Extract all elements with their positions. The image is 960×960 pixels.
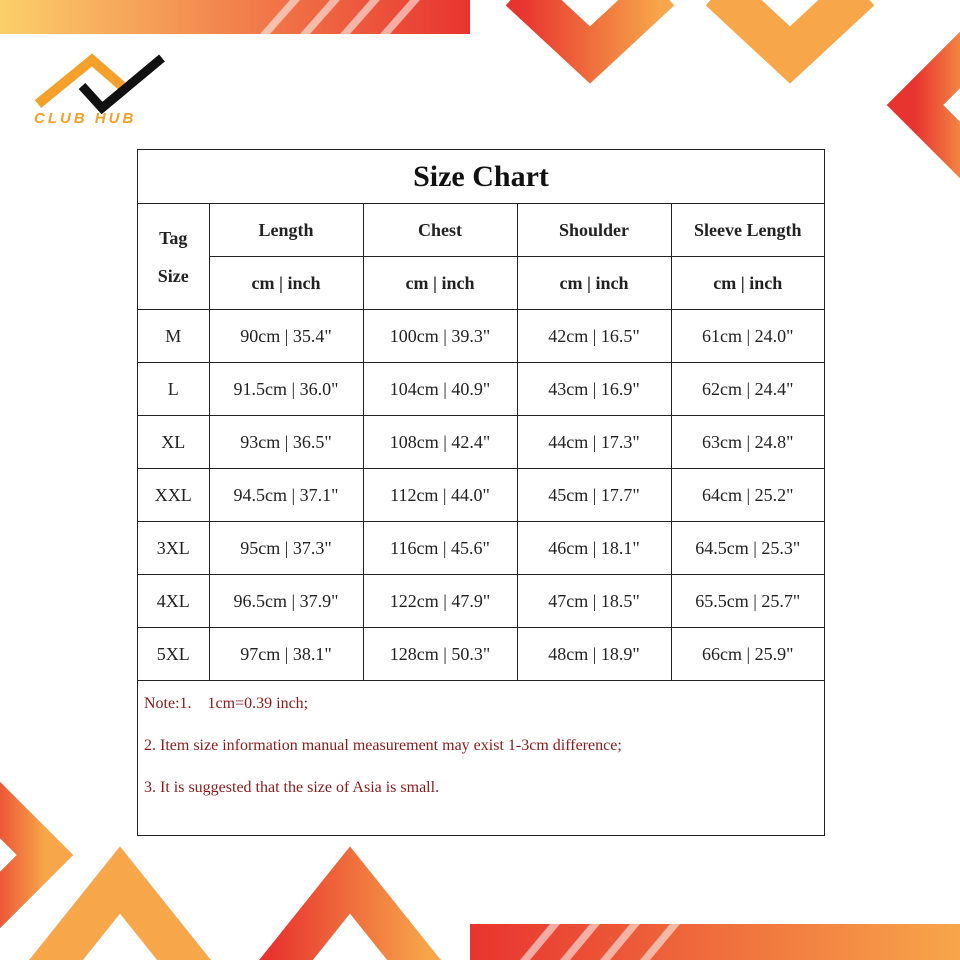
shoulder-cell: 47cm | 18.5": [517, 575, 671, 628]
length-cell: 90cm | 35.4": [209, 310, 363, 363]
length-cell: 97cm | 38.1": [209, 628, 363, 681]
tag-size-header: [138, 204, 209, 310]
sleeve-cell: 61cm | 24.0": [671, 310, 824, 363]
column-header-chest: Chest: [363, 204, 517, 257]
chest-cell: 112cm | 44.0": [363, 469, 517, 522]
table-row: [138, 575, 824, 628]
length-cell: 94.5cm | 37.1": [209, 469, 363, 522]
length-cell: 95cm | 37.3": [209, 522, 363, 575]
sleeve-cell: 64cm | 25.2": [671, 469, 824, 522]
unit-header: cm | inch: [671, 257, 824, 310]
chest-cell: 122cm | 47.9": [363, 575, 517, 628]
sleeve-cell: 65.5cm | 25.7": [671, 575, 824, 628]
chest-cell: 100cm | 39.3": [363, 310, 517, 363]
chart-title: Size Chart: [138, 150, 824, 204]
header-row: [138, 204, 824, 257]
sleeve-cell: 62cm | 24.4": [671, 363, 824, 416]
shoulder-cell: 43cm | 16.9": [517, 363, 671, 416]
note-3: 3. It is suggested that the size of Asia is small.: [144, 779, 440, 796]
size-cell: XXL: [138, 469, 209, 522]
size-chart: [137, 149, 825, 836]
size-cell: 4XL: [138, 575, 209, 628]
size-cell: L: [138, 363, 209, 416]
size-table: [138, 204, 824, 681]
shoulder-cell: 44cm | 17.3": [517, 416, 671, 469]
column-header-sleeve-length: Sleeve Length: [671, 204, 824, 257]
sleeve-cell: 64.5cm | 25.3": [671, 522, 824, 575]
unit-header: cm | inch: [363, 257, 517, 310]
length-cell: 91.5cm | 36.0": [209, 363, 363, 416]
unit-row: [138, 257, 824, 310]
tag-header-line2: Size: [157, 265, 189, 286]
size-cell: XL: [138, 416, 209, 469]
column-header-length: Length: [209, 204, 363, 257]
size-cell: 5XL: [138, 628, 209, 681]
chest-cell: 108cm | 42.4": [363, 416, 517, 469]
note-1: [144, 695, 824, 713]
size-cell: 3XL: [138, 522, 209, 575]
table-row: [138, 310, 824, 363]
length-cell: 93cm | 36.5": [209, 416, 363, 469]
note-2: 2. Item size information manual measurement may exist 1-3cm difference;: [144, 737, 622, 754]
chest-cell: 104cm | 40.9": [363, 363, 517, 416]
unit-header: cm | inch: [209, 257, 363, 310]
length-cell: 96.5cm | 37.9": [209, 575, 363, 628]
table-row: [138, 628, 824, 681]
chest-cell: 116cm | 45.6": [363, 522, 517, 575]
sleeve-cell: 63cm | 24.8": [671, 416, 824, 469]
table-row: [138, 469, 824, 522]
unit-header: cm | inch: [517, 257, 671, 310]
shoulder-cell: 42cm | 16.5": [517, 310, 671, 363]
shoulder-cell: 46cm | 18.1": [517, 522, 671, 575]
note-1-text: 1cm=0.39 inch;: [207, 695, 309, 712]
table-row: [138, 522, 824, 575]
table-row: [138, 363, 824, 416]
size-cell: M: [138, 310, 209, 363]
note-1-prefix: Note:1.: [144, 695, 192, 712]
shoulder-cell: 48cm | 18.9": [517, 628, 671, 681]
tag-header-line1: Tag: [159, 227, 188, 248]
chest-cell: 128cm | 50.3": [363, 628, 517, 681]
notes-section: [138, 681, 824, 797]
sleeve-cell: 66cm | 25.9": [671, 628, 824, 681]
brand-name: CLUB HUB: [34, 110, 137, 127]
table-row: [138, 416, 824, 469]
shoulder-cell: 45cm | 17.7": [517, 469, 671, 522]
column-header-shoulder: Shoulder: [517, 204, 671, 257]
